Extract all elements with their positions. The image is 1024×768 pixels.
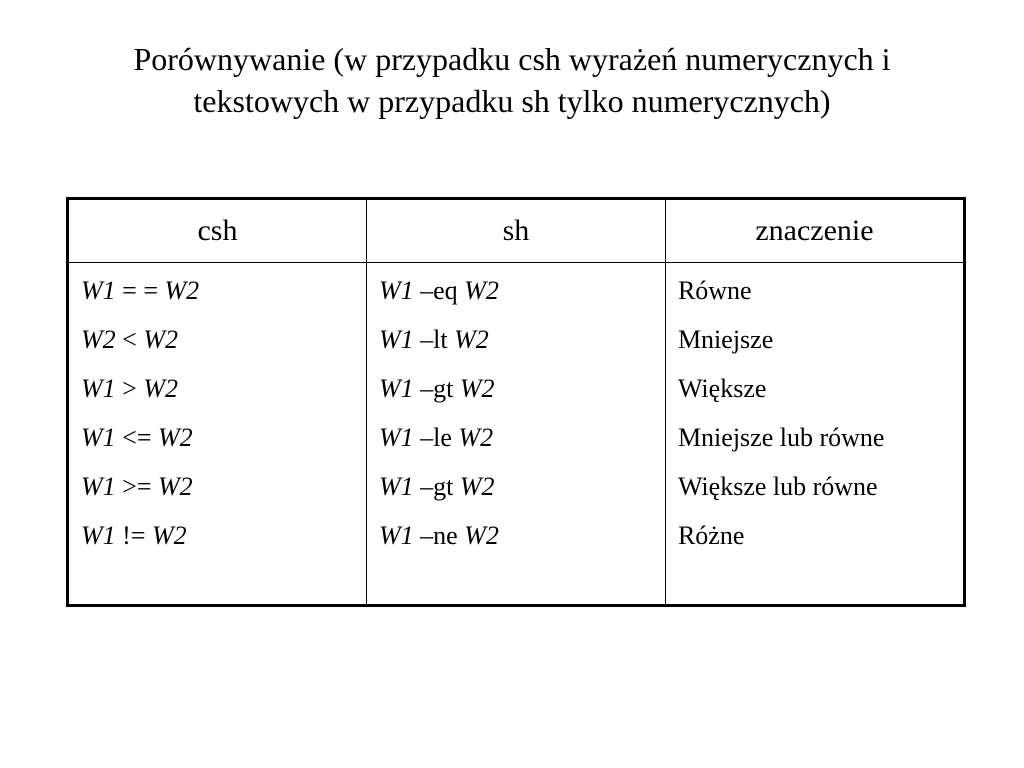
operand-left: W1	[81, 423, 116, 452]
csh-expression	[81, 470, 354, 519]
sh-expression	[379, 470, 653, 519]
operand-right: W2	[464, 276, 499, 305]
operator: –le	[413, 423, 459, 452]
sh-expression	[379, 519, 653, 568]
operand-right: W2	[458, 423, 494, 452]
operand-left: W1	[81, 374, 116, 403]
meaning-text: Mniejsze lub równe	[677, 423, 885, 452]
slide-title-line-1: Porównywanie (w przypadku csh wyrażeń numerycznych i	[133, 41, 891, 77]
operand-right: W2	[152, 521, 187, 550]
operator: –gt	[413, 472, 460, 501]
operand-right: W2	[143, 374, 179, 403]
slide-title	[0, 38, 1024, 122]
operator: >=	[115, 472, 158, 501]
sh-column-cell	[366, 263, 665, 606]
operator: <=	[115, 423, 158, 452]
operand-right: W2	[158, 423, 193, 452]
header-sh: sh	[366, 199, 665, 263]
operand-left: W1	[378, 521, 414, 550]
operator: >	[115, 374, 144, 403]
operand-left: W1	[81, 521, 116, 550]
meaning-text: Różne	[677, 521, 745, 550]
csh-column-cell	[68, 263, 367, 606]
header-csh: csh	[68, 199, 367, 263]
sh-expression	[379, 274, 653, 323]
operand-left: W1	[378, 472, 414, 501]
operand-left: W2	[81, 325, 116, 354]
meaning-column-cell	[665, 263, 964, 606]
operand-left: W1	[378, 276, 414, 305]
operand-right: W2	[143, 325, 179, 354]
sh-expression	[379, 323, 653, 372]
operator: –ne	[413, 521, 465, 550]
operand-left: W1	[81, 276, 116, 305]
operator: <	[115, 325, 144, 354]
meaning-text: Większe	[677, 374, 767, 403]
sh-expression	[379, 372, 653, 421]
operand-left: W1	[378, 423, 414, 452]
operand-right: W2	[464, 521, 499, 550]
header-meaning: znaczenie	[665, 199, 964, 263]
slide-title-line-2: tekstowych w przypadku sh tylko numerycznych)	[193, 83, 831, 119]
csh-expression	[81, 519, 354, 568]
operator: –lt	[413, 325, 455, 354]
operand-left: W1	[81, 472, 116, 501]
operand-right: W2	[164, 276, 200, 305]
comparison-table	[66, 197, 966, 607]
operand-right: W2	[459, 472, 495, 501]
operator: –eq	[413, 276, 465, 305]
csh-expression	[81, 421, 354, 470]
operator: !=	[115, 521, 152, 550]
table-header-row	[68, 199, 965, 263]
operand-left: W1	[378, 374, 414, 403]
operator: –gt	[413, 374, 460, 403]
meaning-text: Równe	[677, 276, 752, 305]
sh-expression	[379, 421, 653, 470]
operand-left: W1	[378, 325, 414, 354]
operand-right: W2	[459, 374, 495, 403]
meaning-text: Większe lub równe	[677, 472, 878, 501]
csh-expression	[81, 274, 354, 323]
operand-right: W2	[454, 325, 489, 354]
operator: = =	[115, 276, 165, 305]
table-body-row	[68, 263, 965, 606]
meaning-text: Mniejsze	[677, 325, 774, 354]
csh-expression	[81, 372, 354, 421]
csh-expression	[81, 323, 354, 372]
operand-right: W2	[158, 472, 193, 501]
